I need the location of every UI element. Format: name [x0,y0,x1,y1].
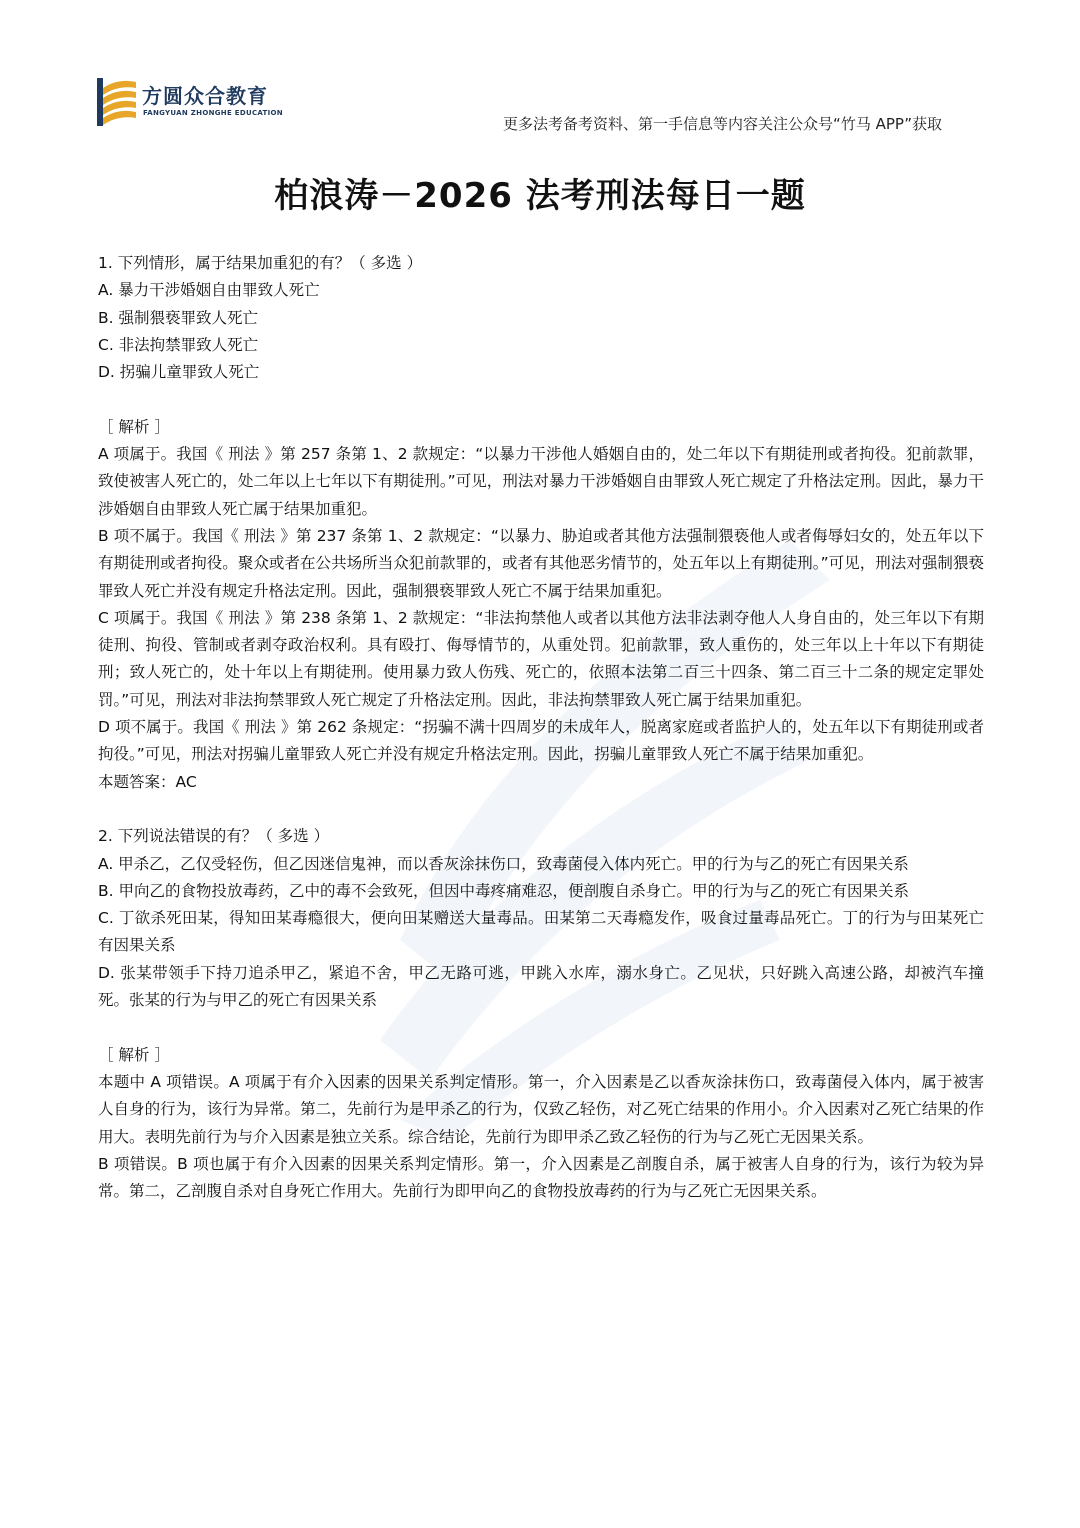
q1-answer: 本题答案：AC [98,772,197,791]
q1-analysis-c: C 项属于。我国《 刑法 》第 238 条第 1、2 款规定：“非法拘禁他人或者以其他方法非法剥夺他人人身自由的，处三年以下有期徒刑、拘役、管制或者剥夺政治权利。具有殴打、侮辱情节的，从重处罚。犯前款罪，致人重伤的，处三年以上十年以下有期徒刑；致人死亡的，处十年以上有期徒刑。使用暴力致人伤残、死亡的，依照本法第二百三十四条、第二百三十二条的规定定罪处罚。”可见，刑法对非法拘禁罪致人死亡规定了升格法定刑。因此，非法拘禁罪致人死亡属于结果加重犯。 [98,608,984,709]
q1-option-c: C. 非法拘禁罪致人死亡 [98,335,259,354]
q1-question: 1. 下列情形，属于结果加重犯的有？（ 多选 ） [98,254,423,272]
q1-analysis-label: ［ 解析 ］ [98,417,170,436]
q2-option-b: B. 甲向乙的食物投放毒药，乙中的毒不会致死，但因中毒疼痛难忍，便剖腹自杀身亡。甲的行为与乙的死亡有因果关系 [98,881,909,900]
q1-option-b: B. 强制猥亵罪致人死亡 [98,308,258,327]
document-body [98,250,984,1205]
spacer [98,1014,984,1041]
q2-question: 2. 下列说法错误的有？（ 多选 ） [98,827,330,846]
q2-option-d: D. 张某带领手下持刀追杀甲乙，紧追不舍，甲乙无路可逃，甲跳入水库，溺水身亡。乙见状，只好跳入高速公路，却被汽车撞死。张某的行为与甲乙的死亡有因果关系 [98,963,984,1010]
q1-analysis-a: A 项属于。我国《 刑法 》第 257 条第 1、2 款规定：“以暴力干涉他人婚姻自由的，处二年以下有期徒刑或者拘役。犯前款罪，致使被害人死亡的，处二年以上七年以下有期徒刑。”可见，刑法对暴力干涉婚姻自由罪致人死亡规定了升格法定刑。因此，暴力干涉婚姻自由罪致人死亡属于结果加重犯。 [98,445,984,518]
q1-option-a: A. 暴力干涉婚姻自由罪致人死亡 [98,281,320,300]
q1-analysis-d: D 项不属于。我国《 刑法 》第 262 条规定：“拐骗不满十四周岁的未成年人，脱离家庭或者监护人的，处五年以下有期徒刑或者拘役。”可见，刑法对拐骗儿童罪致人死亡并没有规定升格法定刑。因此，拐骗儿童罪致人死亡不属于结果加重犯。 [98,718,984,764]
q2-analysis-label: ［ 解析 ］ [98,1045,170,1064]
header-tagline: 更多法考备考资料、第一手信息等内容关注公众号“竹马 APP”获取 [503,115,942,133]
brand-logo [96,76,296,132]
brand-mark-icon [96,76,138,128]
spacer [98,386,984,413]
brand-name-cn: 方圆众合教育 [142,84,268,108]
q1-option-d: D. 拐骗儿童罪致人死亡 [98,363,260,382]
q2-analysis-a: 本题中 A 项错误。A 项属于有介入因素的因果关系判定情形。第一，介入因素是乙以香灰涂抹伤口，致毒菌侵入体内，属于被害人自身的行为，该行为异常。第二，先前行为是甲杀乙的行为，仅致乙轻伤，对乙死亡结果的作用小。介入因素对乙死亡结果的作用大。表明先前行为与介入因素是独立关系。综合结论，先前行为即甲杀乙致乙轻伤的行为与乙死亡无因果关系。 [98,1072,984,1146]
page-header [0,0,1080,140]
q2-option-c: C. 丁欲杀死田某，得知田某毒瘾很大，便向田某赠送大量毒品。田某第二天毒瘾发作，吸食过量毒品死亡。丁的行为与田某死亡有因果关系 [98,909,984,955]
page-title: 柏浪涛－2026 法考刑法每日一题 [274,176,806,216]
q2-option-a: A. 甲杀乙，乙仅受轻伤，但乙因迷信鬼神，而以香灰涂抹伤口，致毒菌侵入体内死亡。甲的行为与乙的死亡有因果关系 [98,854,909,873]
brand-name-en: FANGYUAN ZHONGHE EDUCATION [143,109,283,117]
spacer [98,796,984,823]
q1-analysis-b: B 项不属于。我国《 刑法 》第 237 条第 1、2 款规定：“以暴力、胁迫或者其他方法强制猥亵他人或者侮辱妇女的，处五年以下有期徒刑或者拘役。聚众或者在公共场所当众犯前款罪的，或者有其他恶劣情节的，处五年以上有期徒刑。”可见，刑法对强制猥亵罪致人死亡并没有规定升格法定刑。因此，强制猥亵罪致人死亡不属于结果加重犯。 [98,526,984,600]
q2-analysis-b: B 项错误。B 项也属于有介入因素的因果关系判定情形。第一，介入因素是乙剖腹自杀，属于被害人自身的行为，该行为较为异常。第二，乙剖腹自杀对自身死亡作用大。先前行为即甲向乙的食物投放毒药的行为与乙死亡无因果关系。 [98,1154,984,1201]
